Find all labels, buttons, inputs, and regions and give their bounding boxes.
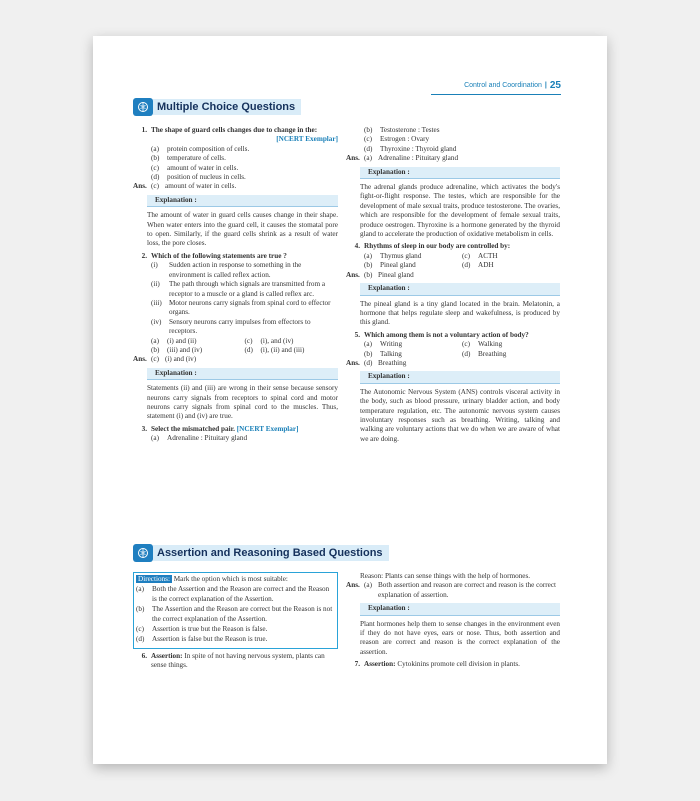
- question-text: The shape of guard cells changes due to change in the: [NCERT Exemplar]: [151, 126, 338, 144]
- mcq-right-column: [346, 126, 560, 447]
- answer: Ans. (c) amount of water in cells.: [133, 182, 237, 191]
- statement: (iii) Motor neurons carry signals from spinal cord to effector organs.: [151, 298, 331, 317]
- running-header: [464, 80, 561, 91]
- option-row: (b) Talking (d) Breathing: [364, 349, 507, 358]
- explanation-text: The adrenal glands produce adrenaline, which activates the body's fight-or-flight response. The testes, which are responsible for the development of male sexual traits, produce testosterone. The ovaries, which are responsible for the development of female sexual traits, produce oestrogen. Thyroxine is a hormone generated by the thyroid gland to accelerate the production of oxidative metabolism in cells.: [360, 183, 560, 239]
- option: (a) protein composition of cells.: [151, 144, 250, 153]
- ar-right-column: [346, 572, 560, 670]
- reason: Reason: Plants can sense things with the help of hormones.: [360, 572, 531, 580]
- answer: Ans. (c) (i) and (iv): [133, 355, 197, 364]
- section-title: Multiple Choice Questions: [153, 99, 301, 115]
- option: (c) Assertion is true but the Reason is false.: [136, 625, 268, 634]
- header-separator: |: [544, 82, 547, 89]
- question-1: [133, 126, 338, 249]
- question-number: 1.: [141, 126, 147, 134]
- option: (b) The Assertion and the Reason are correct but the Reason is not the correct explanation of the Assertion.: [136, 605, 333, 623]
- brain-icon: [133, 544, 153, 562]
- explanation-label: Explanation :: [147, 195, 338, 207]
- explanation-label: Explanation :: [360, 371, 560, 383]
- option-row: (b) (iii) and (iv) (d) (i), (ii) and (iii): [151, 345, 305, 354]
- option: (d) position of nucleus in cells.: [151, 173, 246, 182]
- explanation-text: Plant hormones help them to sense changes in the environment even if they do not have eyes, ears or nose. Thus, both assertion and reason are correct and reason is the correct explanation of the assertion.: [360, 619, 560, 656]
- brain-icon: [133, 98, 153, 116]
- explanation-label: Explanation :: [360, 167, 560, 179]
- explanation-label: Explanation :: [360, 283, 560, 295]
- question-7: 7. Assertion: Cytokinins promote cell division in plants.: [354, 660, 520, 669]
- explanation-text: The amount of water in guard cells causes change in their shape. When water enters into the guard cell, it causes the stomatal pore to open. Similarly, if the guard cells shrink as a result of water loss, the pore closes.: [147, 211, 338, 248]
- question-text: Rhythms of sleep in our body are controlled by:: [364, 242, 511, 251]
- ar-section-heading: [133, 544, 389, 562]
- question-text: Which of the following statements are true ?: [151, 251, 287, 260]
- option-row: (b) Pineal gland (d) ADH: [364, 261, 494, 270]
- statement: (iv) Sensory neurons carry impulses from effectors to receptors.: [151, 317, 311, 336]
- page-number: 25: [549, 80, 561, 91]
- answer: Ans. (b) Pineal gland: [346, 270, 414, 279]
- option-row: (a) Thymus gland (c) ACTH: [364, 251, 498, 260]
- option: (d) Assertion is false but the Reason is true.: [136, 635, 268, 644]
- directions-box: Directions: Mark the option which is most suitable: (a) Both the Assertion and the Reason are correct and the Reason is the correct explanation of the Assertion. (b) The Assertion and the Reason are correct but the Reason is not the correct explanation of the Assertion. (c) Assertion is true but the Reason is false. (d) Assertion is false but the Reason is true.: [133, 572, 338, 649]
- explanation-label: Explanation :: [147, 368, 338, 380]
- option-row: (a) (i) and (ii) (c) (i), and (iv): [151, 336, 294, 345]
- section-title: Assertion and Reasoning Based Questions: [153, 545, 389, 561]
- chapter-title: Control and Coordination: [464, 82, 542, 89]
- directions-label: Directions:: [138, 575, 170, 583]
- explanation-text: The Autonomic Nervous System (ANS) controls visceral activity in the body, such as blood pressure, urinary bladder action, and body temperature regulation, etc. The autonomic nervous system causes involuntary responses such as breathing. Writing, talking and walking are voluntary actions that we do when we are aware of what we are doing.: [360, 387, 560, 443]
- answer: Ans. (a) Both assertion and reason are correct and reason is the correct explanation of assertion.: [346, 581, 557, 599]
- question-5: 5. Which among them is not a voluntary action of body? (a) Writing (c) Walking (b) Talking (d) Breathing Ans. (d) Breathing Explanation : The Autonomic Nervous System (ANS) controls visceral activity in the body, such as blood pressure, urinary bladder action, and body temperature regulation, etc. The autonomic nervous system causes involuntary responses such as breathing. Writing, talking and walking are voluntary actions that we do when we are aware of what we are doing.: [346, 330, 560, 443]
- answer: Ans. (a) Adrenaline : Pituitary gland: [346, 154, 459, 163]
- explanation-text: Statements (ii) and (iii) are wrong in their sense because sensory neurons carry signals from receptors to spinal cord and motor neurons carry signals from spinal cord to the muscles. Thus, statement (i) and (iv) are true.: [147, 384, 338, 421]
- question-text: Which among them is not a voluntary action of body?: [364, 330, 529, 339]
- option: (b) temperature of cells.: [151, 154, 226, 163]
- statement: (i) Sudden action in response to something in the environment is called reflex action.: [151, 261, 302, 279]
- option: (c) amount of water in cells.: [151, 163, 239, 172]
- book-page: [93, 36, 607, 764]
- mcq-left-column: [133, 126, 338, 444]
- question-4: 4. Rhythms of sleep in our body are controlled by: (a) Thymus gland (c) ACTH (b) Pineal gland (d) ADH Ans. (b) Pineal gland Explanation : The pineal gland is a tiny gland located in the brain. Melatonin, a hormone that helps regulate sleep and wakefulness, is produced by this gland.: [346, 242, 560, 327]
- question-text: Select the mismatched pair. [NCERT Exemplar]: [151, 424, 299, 433]
- option: (a) Adrenaline : Pituitary gland: [151, 434, 248, 443]
- ncert-tag: [NCERT Exemplar]: [276, 135, 338, 144]
- option: (a) Both the Assertion and the Reason are correct and the Reason is the correct explanation of the Assertion.: [136, 585, 330, 603]
- ar-left-column: [133, 572, 338, 671]
- option: (b) Testosterone : Testes: [364, 126, 440, 134]
- mcq-section-heading: [133, 98, 301, 116]
- answer: Ans. (d) Breathing: [346, 358, 407, 367]
- statement: (ii) The path through which signals are transmitted from a receptor to a muscle or a gland is called reflex arc.: [151, 280, 326, 298]
- question-3: 3. Select the mismatched pair. [NCERT Exemplar] (a) Adrenaline : Pituitary gland: [133, 425, 338, 444]
- ncert-tag: [NCERT Exemplar]: [236, 424, 299, 433]
- explanation-text: The pineal gland is a tiny gland located in the brain. Melatonin, a hormone that helps regulate sleep and wakefulness, is produced by this gland.: [360, 299, 560, 327]
- explanation-label: Explanation :: [360, 603, 560, 615]
- option: (d) Thyroxine : Thyroid gland: [364, 144, 457, 153]
- option: (c) Estrogen : Ovary: [364, 135, 430, 144]
- question-6: 6. Assertion: In spite of not having nervous system, plants can sense things.: [141, 651, 325, 670]
- question-2: 2. Which of the following statements are true ? (i) Sudden action in response to something in the environment is called reflex action. (ii) The path through which signals are transmitted from a receptor to a muscle or a gland is called reflex arc. (iii) Motor neurons carry signals from spinal cord to effector organs. (iv) Sensory neurons carry impulses from effectors to receptors. (a) (i) and (ii) (c) (i), and (iv) (b) (iii) and (iv) (d) (i), (ii) and (iii) Ans. (c) (i) and (iv) Explanation : Statements (ii) and (iii) are wrong in their sense because sensory neurons carry signals from receptors to spinal cord and motor neurons carry signals from spinal cord to the muscles. Thus, statement (i) and (iv) are true.: [133, 251, 338, 421]
- header-rule: [431, 94, 561, 95]
- option-row: (a) Writing (c) Walking: [364, 340, 503, 349]
